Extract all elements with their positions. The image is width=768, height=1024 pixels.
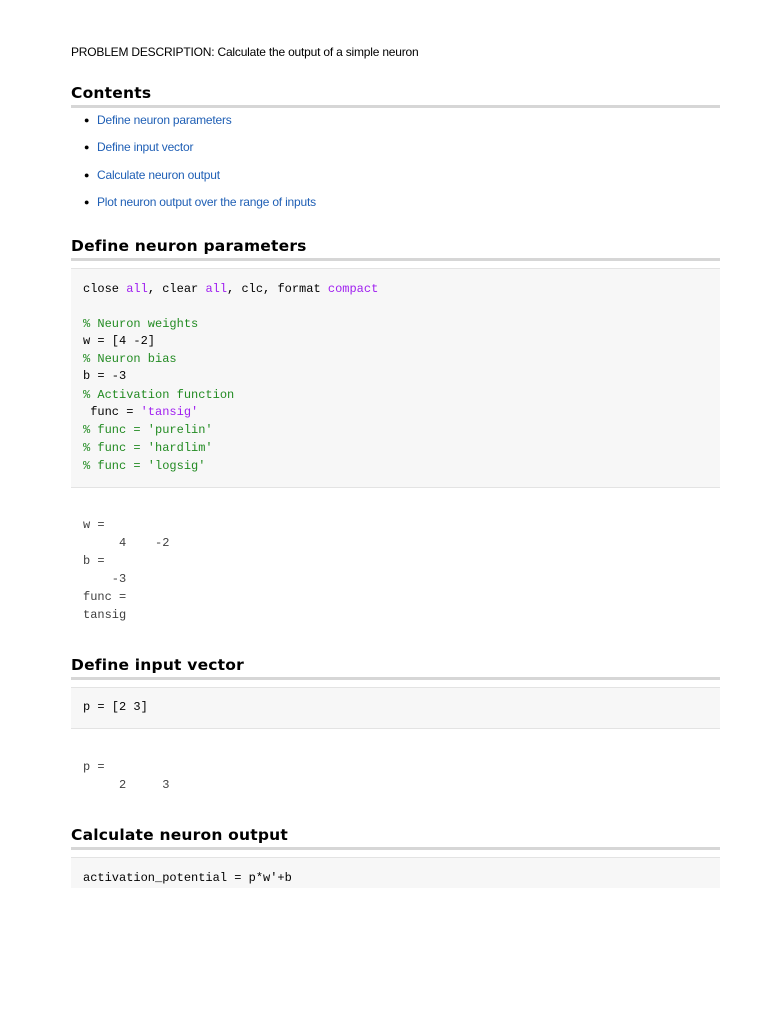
output-line: tansig bbox=[83, 608, 127, 622]
output-line: func = bbox=[83, 590, 127, 604]
toc-item bbox=[71, 139, 316, 166]
bullet-icon: ● bbox=[84, 169, 90, 180]
code-comment: % Activation function bbox=[83, 388, 235, 402]
section-heading-define-input-vector: Define input vector bbox=[71, 655, 720, 680]
toc-item bbox=[71, 167, 316, 194]
code-block-neuron-output bbox=[71, 857, 720, 888]
code-line: w = [4 -2] bbox=[83, 334, 156, 348]
toc-item bbox=[71, 112, 316, 139]
contents-heading: Contents bbox=[71, 83, 720, 108]
code-line: func = 'tansig' bbox=[83, 405, 199, 419]
output-line: p = bbox=[83, 760, 105, 774]
code-comment: % Neuron bias bbox=[83, 352, 177, 366]
code-comment: % func = 'logsig' bbox=[83, 459, 206, 473]
bullet-icon: ● bbox=[84, 196, 90, 207]
toc-link-define-neuron-parameters[interactable]: Define neuron parameters bbox=[97, 113, 232, 127]
toc-link-calculate-neuron-output[interactable]: Calculate neuron output bbox=[97, 167, 220, 182]
code-block-neuron-parameters bbox=[71, 268, 720, 488]
code-comment: % func = 'purelin' bbox=[83, 423, 213, 437]
toc-link-define-input-vector[interactable]: Define input vector bbox=[97, 140, 194, 155]
problem-description: PROBLEM DESCRIPTION: Calculate the output of a simple neuron bbox=[71, 45, 419, 59]
output-line: 2 3 bbox=[83, 778, 170, 792]
section-heading-calculate-neuron-output: Calculate neuron output bbox=[71, 825, 720, 850]
code-block-input-vector bbox=[71, 687, 720, 729]
toc-link-plot-neuron-output[interactable]: Plot neuron output over the range of inputs bbox=[97, 194, 316, 209]
output-line: w = bbox=[83, 518, 105, 532]
code-line: close all, clear all, clc, format compact bbox=[83, 282, 379, 296]
section-heading-define-neuron-parameters: Define neuron parameters bbox=[71, 236, 720, 261]
code-line: activation_potential = p*w'+b bbox=[83, 871, 292, 885]
output-line: 4 -2 bbox=[83, 536, 170, 550]
code-line: p = [2 3] bbox=[83, 700, 148, 714]
bullet-icon: ● bbox=[84, 115, 90, 125]
code-comment: % Neuron weights bbox=[83, 317, 199, 331]
toc-item bbox=[71, 194, 316, 221]
contents-list bbox=[71, 112, 316, 221]
code-line: b = -3 bbox=[83, 369, 127, 383]
output-line: -3 bbox=[83, 572, 127, 586]
code-comment: % func = 'hardlim' bbox=[83, 441, 213, 455]
bullet-icon: ● bbox=[84, 142, 90, 153]
output-line: b = bbox=[83, 554, 105, 568]
